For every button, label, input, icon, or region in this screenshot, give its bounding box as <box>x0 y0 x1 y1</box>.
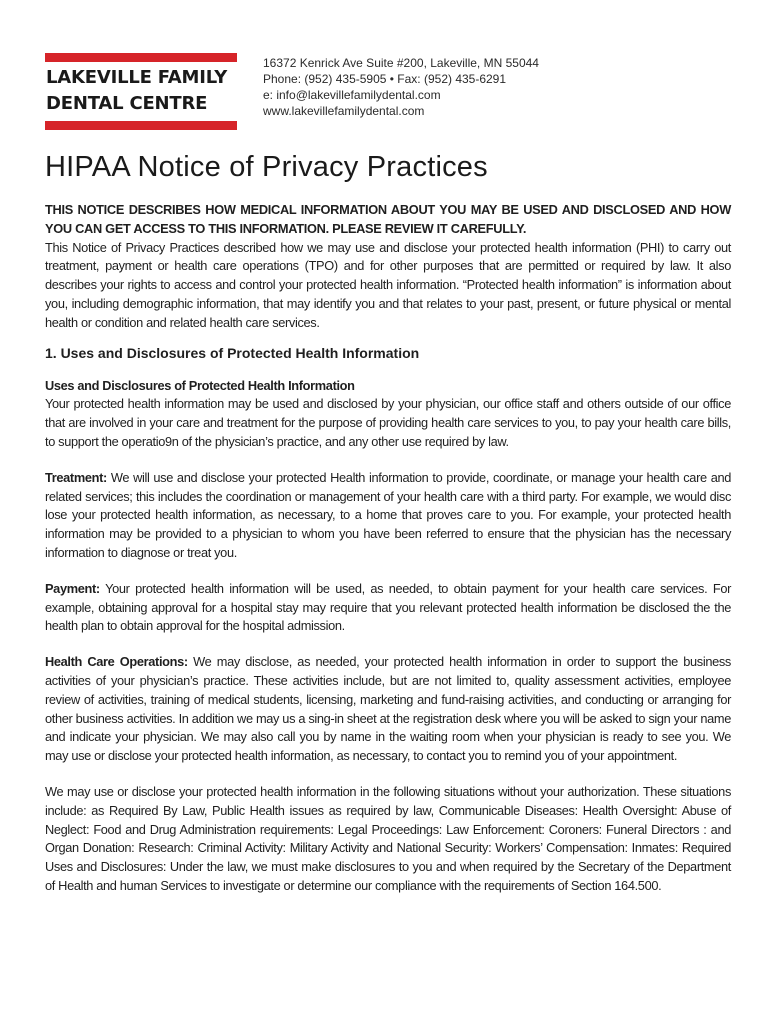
operations-label: Health Care Operations: <box>45 654 188 670</box>
payment-text: Your protected health information will be used, as needed, to obtain payment for your health care services. For example, obtaining approval for a hospital stay may require that you relevant protected health information be disclosed the the health plan to obtain approval for the hospital admission. <box>45 580 731 634</box>
logo-top-bar <box>45 53 237 62</box>
logo-bottom-bar <box>45 121 237 130</box>
email: e: info@lakevillefamilydental.com <box>263 88 441 102</box>
page-title: HIPAA Notice of Privacy Practices <box>45 151 488 183</box>
intro-paragraph: This Notice of Privacy Practices described how we may use and disclose your protected health information (PHI) to carry out treatment, payment or health care operations (TPO) and for other purposes that are permitted or required by law. It also describes your rights to access and control your protected health information. “Protected health information” is information about you, including demographic information, that may identify you and that relates to your past, present, or future physical or mental health or condition and related health care services. <box>45 239 731 330</box>
treatment-text: We will use and disclose your protected Health information to provide, coordinate, or manage your health care and related services; this includes the coordination or management of your health care with a third party. For example, we would disc lose your protected health information, as necessary, to a home that proves care to you. For example, your protected health information may be provided to a physician to whom you have been referred to ensure that the physician has the necessary information to diagnose or treat you. <box>45 469 731 560</box>
logo-line-1: LAKEVILLE FAMILY <box>46 67 228 88</box>
treatment-paragraph <box>45 469 731 563</box>
section-1-subheading: Uses and Disclosures of Protected Health Information <box>45 377 355 393</box>
notice-body <box>45 201 731 896</box>
operations-paragraph <box>45 653 731 766</box>
website: www.lakevillefamilydental.com <box>263 104 425 118</box>
logo-line-2: DENTAL CENTRE <box>46 93 208 114</box>
treatment-label: Treatment: <box>45 469 107 485</box>
notice-warning: THIS NOTICE DESCRIBES HOW MEDICAL INFORMATION ABOUT YOU MAY BE USED AND DISCLOSED AND HOW YOU CAN GET ACCESS TO THIS INFORMATION. PLEASE REVIEW IT CAREFULLY. <box>45 202 731 236</box>
practice-logo <box>45 53 237 130</box>
operations-text: We may disclose, as needed, your protected health information in order to support the business activities of your physician’s practice. These activities include, but are not limited to, quality assessment activities, employee review of activities, training of medical students, licensing, marketing and fund-raising activities, and conducting or arranging for other business activities. In addition we may us a sing-in sheet at the registration desk where you will be asked to sign your name and indicate your physician. We may also call you by name in the waiting room when your physician is ready to see you. We may use or disclose your protected health information, as necessary, to contact you to remind you of your appointment. <box>45 654 731 764</box>
payment-label: Payment: <box>45 580 100 596</box>
section-1-heading: 1. Uses and Disclosures of Protected Health Information <box>45 344 420 361</box>
phone-fax: Phone: (952) 435-5905 • Fax: (952) 435-6291 <box>263 72 507 86</box>
uses-paragraph: Your protected health information may be used and disclosed by your physician, our office staff and others outside of our office that are involved in your care and treatment for the purpose of providing health care services to you, to pay your health care bills, to support the operatio9n of the physician’s practice, and any other use required by law. <box>45 396 731 449</box>
situations-paragraph: We may use or disclose your protected health information in the following situations without your authorization. These situations include: as Required By Law, Public Health issues as required by law, Communicable Diseases: Health Oversight: Abuse of Neglect: Food and Drug Administration requirements: Legal Proceedings: Law Enforcement: Coroners: Funeral Directors : and Organ Donation: Research: Criminal Activity: Military Activity and National Security: Workers’ Compensation: Inmates: Required Uses and Disclosures: Under the law, we must make disclosures to you and when required by the Secretary of the Department of Health and human Services to investigate or determine our compliance with the requirements of Section 164.500. <box>45 783 731 893</box>
payment-paragraph <box>45 580 731 636</box>
address: 16372 Kenrick Ave Suite #200, Lakeville, MN 55044 <box>263 56 539 70</box>
contact-block <box>263 55 539 119</box>
